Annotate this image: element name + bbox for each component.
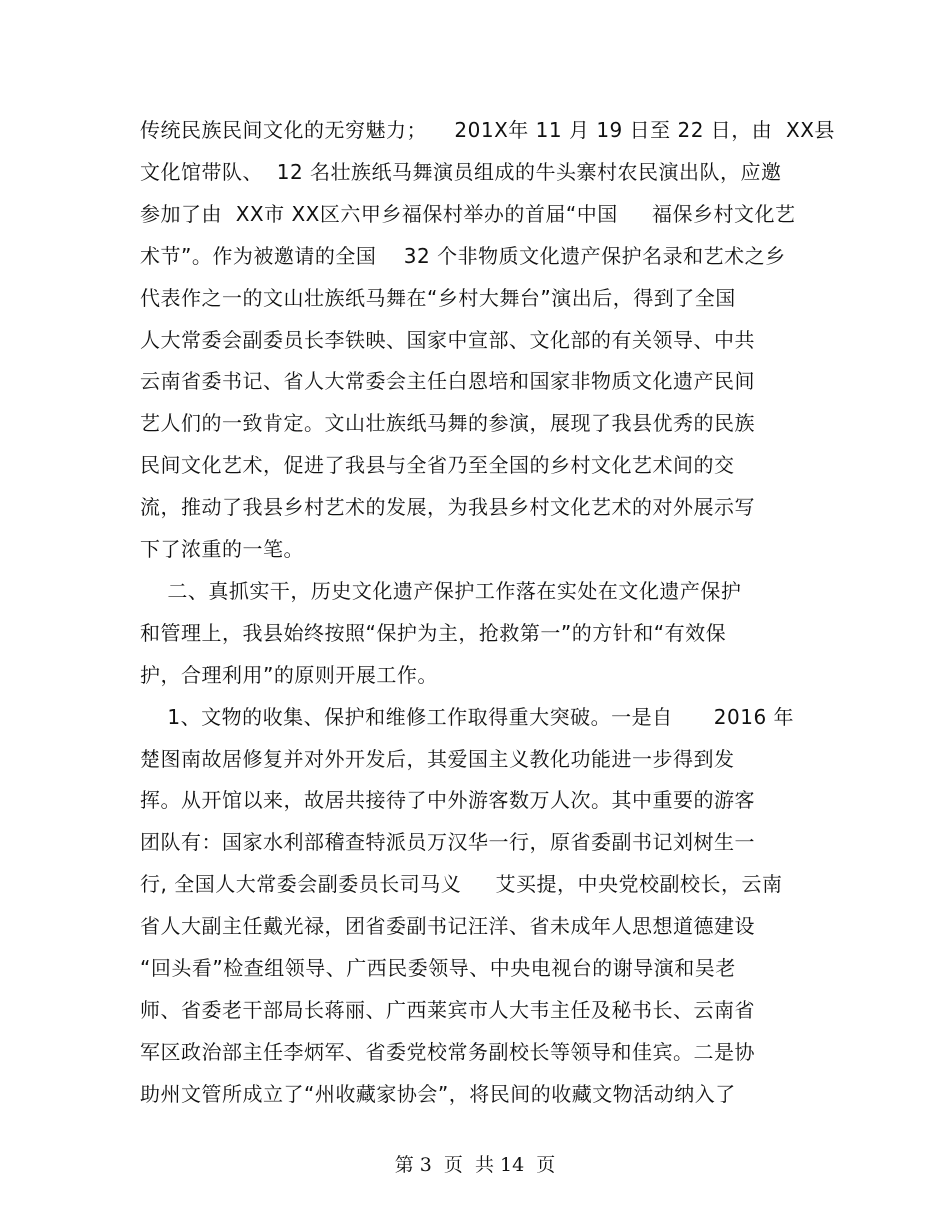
text-line: 传统民族民间文化的无穷魅力； 201X年 11 月 19 日至 22 日，由 XX县 — [140, 118, 835, 142]
text-line: 云南省委书记、省人大常委会主任白恩培和国家非物质文化遗产民间 — [140, 369, 755, 393]
text-line: 1、文物的收集、保护和维修工作取得重大突破。一是自 2016 年 — [140, 705, 795, 729]
text-line: 术节”。作为被邀请的全国 32 个非物质文化遗产保护名录和艺术之乡 — [140, 244, 786, 268]
text-line: 艺人们的一致肯定。文山壮族纸马舞的参演，展现了我县优秀的民族 — [140, 411, 755, 435]
text-line: 代表作之一的文山壮族纸马舞在“乡村大舞台”演出后，得到了全国 — [140, 286, 736, 310]
text-line: “回头看”检查组领导、广西民委领导、中央电视台的谢导演和吴老 — [140, 956, 736, 980]
text-line: 师、省委老干部局长蒋丽、广西莱宾市人大韦主任及秘书长、云南省 — [140, 998, 755, 1022]
text-line: 二、真抓实干，历史文化遗产保护工作落在实处在文化遗产保护 — [140, 579, 742, 603]
text-line: 和管理上，我县始终按照“保护为主，抢救第一”的方针和“有效保 — [140, 621, 727, 645]
page-footer: 第 3 页 共 14 页 — [394, 1154, 556, 1176]
text-line: 军区政治部主任李炳军、省委党校常务副校长等领导和佳宾。二是协 — [140, 1040, 755, 1064]
text-line: 挥。从开馆以来，故居共接待了中外游客数万人次。其中重要的游客 — [140, 788, 755, 812]
text-line: 楚图南故居修复并对外开发后，其爱国主义教化功能进一步得到发 — [140, 747, 735, 771]
text-line: 行, 全国人大常委会副委员长司马义 艾买提，中央党校副校长，云南 — [140, 872, 783, 896]
text-line: 流，推动了我县乡村艺术的发展，为我县乡村文化艺术的对外展示写 — [140, 495, 755, 519]
text-line: 参加了由 XX市 XX区六甲乡福保村举办的首届“中国 福保乡村文化艺 — [140, 202, 796, 226]
text-line: 人大常委会副委员长李铁映、国家中宣部、文化部的有关领导、中共 — [140, 328, 755, 352]
text-line: 助州文管所成立了“州收藏家协会”，将民间的收藏文物活动纳入了 — [140, 1082, 736, 1106]
text-line: 文化馆带队、 12 名壮族纸马舞演员组成的牛头寨村农民演出队，应邀 — [140, 160, 782, 184]
text-line: 民间文化艺术，促进了我县与全省乃至全国的乡村文化艺术间的交 — [140, 453, 735, 477]
text-line: 护，合理利用”的原则开展工作。 — [140, 663, 438, 687]
text-line: 下了浓重的一笔。 — [140, 537, 304, 561]
text-line: 省人大副主任戴光禄，团省委副书记汪洋、省未成年人思想道德建设 — [140, 914, 755, 938]
text-line: 团队有：国家水利部稽查特派员万汉华一行，原省委副书记刘树生一 — [140, 830, 755, 854]
